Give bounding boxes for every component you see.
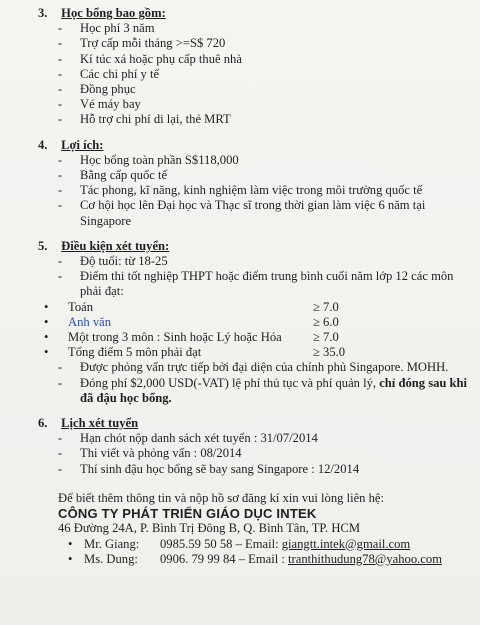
section-title: Điều kiện xét tuyển:	[61, 238, 170, 253]
requirement-subject: • Tổng điểm 5 môn phải đạt	[68, 345, 202, 360]
section-title: Lịch xét tuyển	[61, 416, 139, 431]
list-item: - Thi viết và phỏng vấn : 08/2014	[58, 446, 472, 461]
eligibility-list-cont	[22, 360, 472, 406]
requirement-row	[44, 345, 472, 360]
contact-intro: Để biết thêm thông tin và nộp hồ sơ đăng kí xin vui lòng liên hệ:	[58, 490, 385, 505]
list-item: - Được phỏng vấn trực tiếp bởi đại diện của chính phủ Singapore. MOHH.	[58, 360, 472, 375]
schedule-list	[22, 431, 472, 477]
fee-note: chỉ đóng sau khi đã đậu học bổng.	[80, 375, 468, 405]
requirement-value: ≥ 6.0	[313, 314, 339, 329]
benefit-list	[22, 153, 472, 229]
list-item: - Các chi phí y tế	[58, 67, 472, 82]
section-number: 3.	[38, 6, 48, 20]
section-heading	[22, 416, 472, 431]
list-item: - Học bổng toàn phần S$118,000	[58, 153, 472, 168]
list-item	[58, 376, 472, 406]
contact-phone: 0985.59 50 58	[160, 536, 233, 551]
company-name: CÔNG TY PHÁT TRIỂN GIÁO DỤC INTEK	[58, 506, 317, 522]
list-item: - Vé máy bay	[58, 97, 472, 112]
section-number: 4.	[38, 137, 48, 152]
contact-row	[68, 537, 472, 552]
score-intro: Điểm thi tốt nghiệp THPT hoặc điểm trung bình cuối năm lớp 12 các môn phải đạt:	[80, 269, 454, 299]
section-benefits	[22, 138, 472, 229]
list-item: - Cơ hội học lên Đại học và Thạc sĩ trong thời gian làm việc 6 năm tại Singapore	[58, 198, 472, 228]
section-title: Lợi ích:	[61, 137, 104, 152]
list-item: - Độ tuổi: từ 18-25	[58, 254, 472, 269]
section-eligibility	[22, 239, 472, 406]
requirement-subject: • Một trong 3 môn : Sinh hoặc Lý hoặc Hóa	[68, 330, 282, 345]
requirement-value: ≥ 35.0	[313, 345, 346, 360]
list-item: - Trợ cấp mỗi tháng >=S$ 720	[58, 36, 472, 51]
email-label: – Email:	[232, 536, 282, 551]
contact-block	[22, 491, 472, 567]
fee-text: Đóng phí $2,000 USD(-VAT) lệ phí thủ tục và phí quản lý,	[80, 375, 380, 390]
eligibility-list	[22, 254, 472, 300]
contact-name: Ms. Dung:	[84, 551, 138, 566]
section-number: 5.	[38, 238, 48, 253]
list-item: - Đồng phục	[58, 82, 472, 97]
requirement-value: ≥ 7.0	[313, 330, 339, 345]
list-item: - Học phí 3 năm	[58, 21, 472, 36]
list-item: - Bằng cấp quốc tế	[58, 168, 472, 183]
email-label: – Email :	[235, 551, 289, 566]
document-content	[22, 6, 472, 567]
requirement-subject: • Anh văn	[68, 314, 112, 329]
requirement-row	[44, 300, 472, 315]
section-number: 6.	[38, 416, 48, 431]
company-address: 46 Đường 24A, P. Bình Trị Đông B, Q. Bình Tân, TP. HCM	[58, 521, 361, 536]
email-link[interactable]: tranthithudung78@yahoo.com	[288, 551, 442, 566]
contact-phone: 0906. 79 99 84	[160, 551, 236, 566]
requirement-value: ≥ 7.0	[313, 299, 339, 314]
list-item: - Hỗ trợ chi phí di lại, thẻ MRT	[58, 112, 472, 127]
list-item: - Kí túc xá hoặc phụ cấp thuê nhà	[58, 52, 472, 67]
section-heading	[22, 6, 472, 21]
contact-list	[22, 537, 472, 567]
list-item	[58, 269, 472, 299]
list-item: - Hạn chót nộp danh sách xét tuyển : 31/07/2014	[58, 431, 472, 446]
score-requirements	[22, 300, 472, 361]
section-schedule	[22, 416, 472, 477]
section-scholarship-includes	[22, 6, 472, 128]
contact-name: Mr. Giang:	[84, 536, 140, 551]
section-heading	[22, 138, 472, 153]
requirement-row	[44, 315, 472, 330]
section-heading	[22, 239, 472, 254]
list-item: - Thí sinh đậu học bổng sẽ bay sang Singapore : 12/2014	[58, 462, 472, 477]
section-title: Học bổng bao gồm:	[61, 6, 166, 20]
requirement-subject: • Toán	[68, 299, 93, 314]
benefit-list	[22, 21, 472, 127]
contact-row	[68, 552, 472, 567]
email-link[interactable]: giangtt.intek@gmail.com	[281, 536, 411, 551]
requirement-row	[44, 330, 472, 345]
list-item: - Tác phong, kĩ năng, kinh nghiệm làm việc trong môi trường quốc tế	[58, 183, 472, 198]
